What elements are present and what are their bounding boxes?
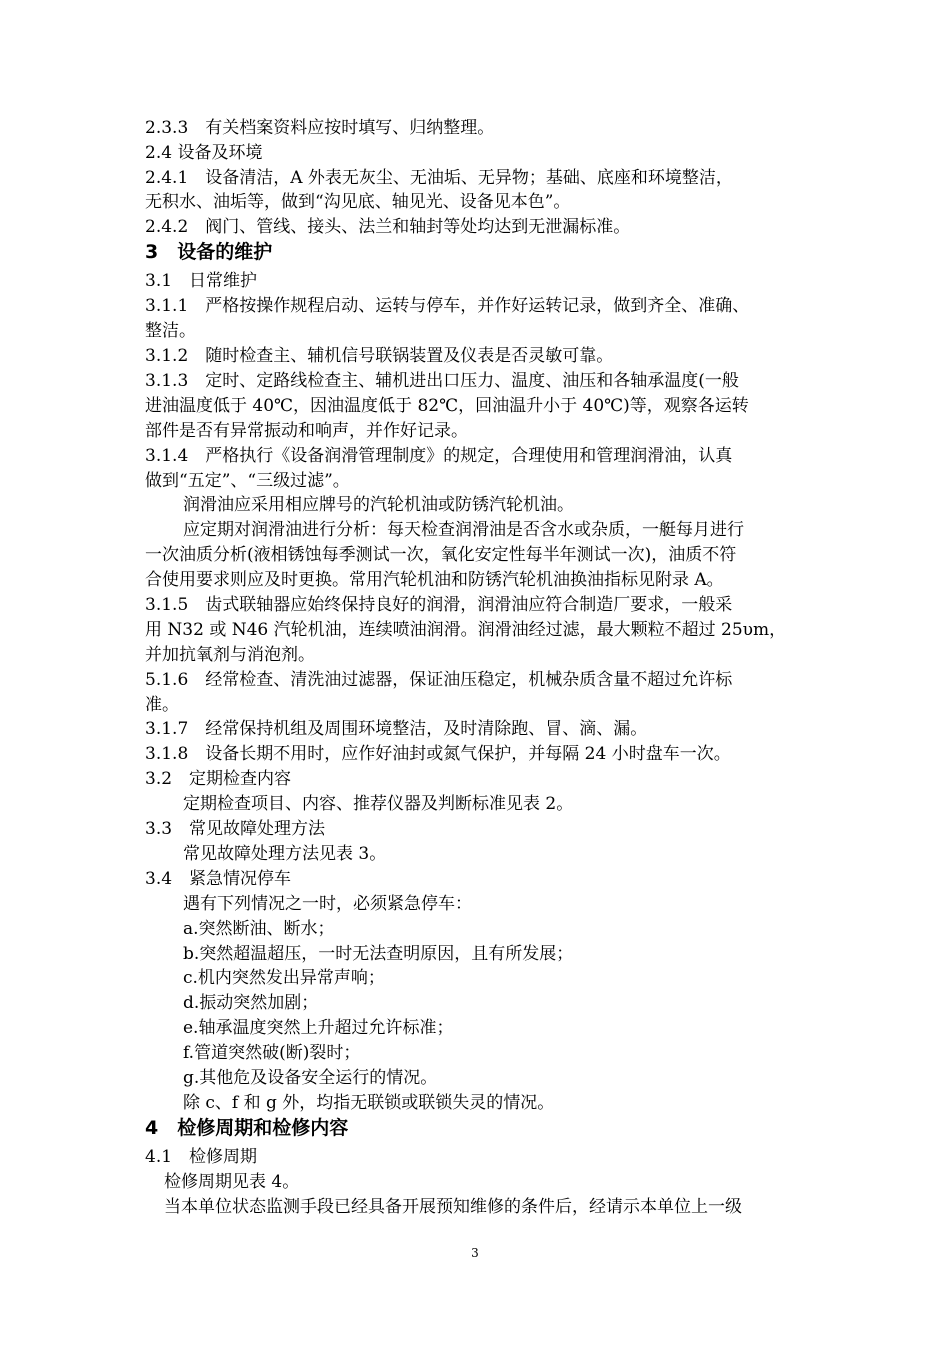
- text-line: 定期检查项目、内容、推荐仪器及判断标准见表 2。: [183, 794, 574, 814]
- text-line: 整洁。: [145, 321, 196, 341]
- text-line: 3.1.1 严格按操作规程启动、运转与停车，并作好运转记录，做到齐全、准确、: [145, 296, 750, 316]
- text-line: 3.1.7 经常保持机组及周围环境整洁，及时清除跑、冒、滴、漏。: [145, 719, 648, 739]
- text-line: 润滑油应采用相应牌号的汽轮机油或防锈汽轮机油。: [183, 495, 574, 515]
- text-line: 常见故障处理方法见表 3。: [183, 844, 387, 864]
- text-line: 合使用要求则应及时更换。常用汽轮机油和防锈汽轮机油换油指标见附录 A。: [145, 570, 724, 590]
- text-line: 4.1 检修周期: [145, 1147, 258, 1167]
- text-line: 3.1 日常维护: [145, 271, 258, 291]
- text-line: 进油温度低于 40℃，因油温度低于 82℃，回油温升小于 40℃)等，观察各运转: [145, 396, 749, 416]
- text-line: 除 c、f 和 g 外，均指无联锁或联锁失灵的情况。: [183, 1093, 555, 1113]
- text-line: 3.1.4 严格执行《设备润滑管理制度》的规定，合理使用和管理润滑油，认真: [145, 446, 733, 466]
- section-heading: 4 检修周期和检修内容: [145, 1117, 349, 1139]
- text-line: 3.1.3 定时、定路线检查主、辅机进出口压力、温度、油压和各轴承温度(一般: [145, 371, 739, 391]
- text-line: 3.1.5 齿式联轴器应始终保持良好的润滑，润滑油应符合制造厂要求，一般采: [145, 595, 733, 615]
- text-line: 遇有下列情况之一时，必须紧急停车：: [183, 894, 472, 914]
- text-line: c.机内突然发出异常声响；: [183, 968, 385, 988]
- text-line: 部件是否有异常振动和响声，并作好记录。: [145, 421, 468, 441]
- text-line: 3.2 定期检查内容: [145, 769, 292, 789]
- text-line: 用 N32 或 N46 汽轮机油，连续喷油润滑。润滑油经过滤，最大颗粒不超过 25υm，: [145, 620, 787, 640]
- text-line: 检修周期见表 4。: [164, 1172, 300, 1192]
- text-line: 做到“五定”、“三级过滤”。: [145, 471, 350, 491]
- text-line: 并加抗氧剂与消泡剂。: [145, 645, 315, 665]
- text-line: 一次油质分析(液相锈蚀每季测试一次，氧化安定性每半年测试一次)，油质不符: [145, 545, 737, 565]
- text-line: f.管道突然破(断)裂时；: [183, 1043, 361, 1063]
- text-line: g.其他危及设备安全运行的情况。: [183, 1068, 438, 1088]
- text-line: 应定期对润滑油进行分析：每天检查润滑油是否含水或杂质，一艇每月进行: [183, 520, 744, 540]
- text-line: 3.1.8 设备长期不用时，应作好油封或氮气保护，并每隔 24 小时盘车一次。: [145, 744, 731, 764]
- text-line: 3.1.2 随时检查主、辅机信号联锅装置及仪表是否灵敏可靠。: [145, 346, 614, 366]
- text-line: 准。: [145, 695, 179, 715]
- text-line: d.振动突然加剧；: [183, 993, 319, 1013]
- section-heading: 3 设备的维护: [145, 241, 273, 263]
- text-line: 5.1.6 经常检查、清洗油过滤器，保证油压稳定，机械杂质含量不超过允许标: [145, 670, 733, 690]
- text-line: 当本单位状态监测手段已经具备开展预知维修的条件后，经请示本单位上一级: [164, 1197, 742, 1217]
- text-line: 3.4 紧急情况停车: [145, 869, 292, 889]
- text-line: e.轴承温度突然上升超过允许标准；: [183, 1018, 454, 1038]
- text-line: 2.4.2 阀门、管线、接头、法兰和轴封等处均达到无泄漏标准。: [145, 217, 631, 237]
- text-line: 2.3.3 有关档案资料应按时填写、归纳整理。: [145, 118, 495, 138]
- page-number: 3: [471, 1246, 479, 1260]
- text-line: 3.3 常见故障处理方法: [145, 819, 326, 839]
- text-line: 2.4 设备及环境: [145, 143, 263, 163]
- text-line: 无积水、油垢等，做到“沟见底、轴见光、设备见本色”。: [145, 192, 571, 212]
- text-line: 2.4.1 设备清洁，A 外表无灰尘、无油垢、无异物；基础、底座和环境整洁，: [145, 168, 733, 188]
- text-line: b.突然超温超压，一时无法查明原因，且有所发展；: [183, 944, 574, 964]
- text-line: a.突然断油、断水；: [183, 919, 335, 939]
